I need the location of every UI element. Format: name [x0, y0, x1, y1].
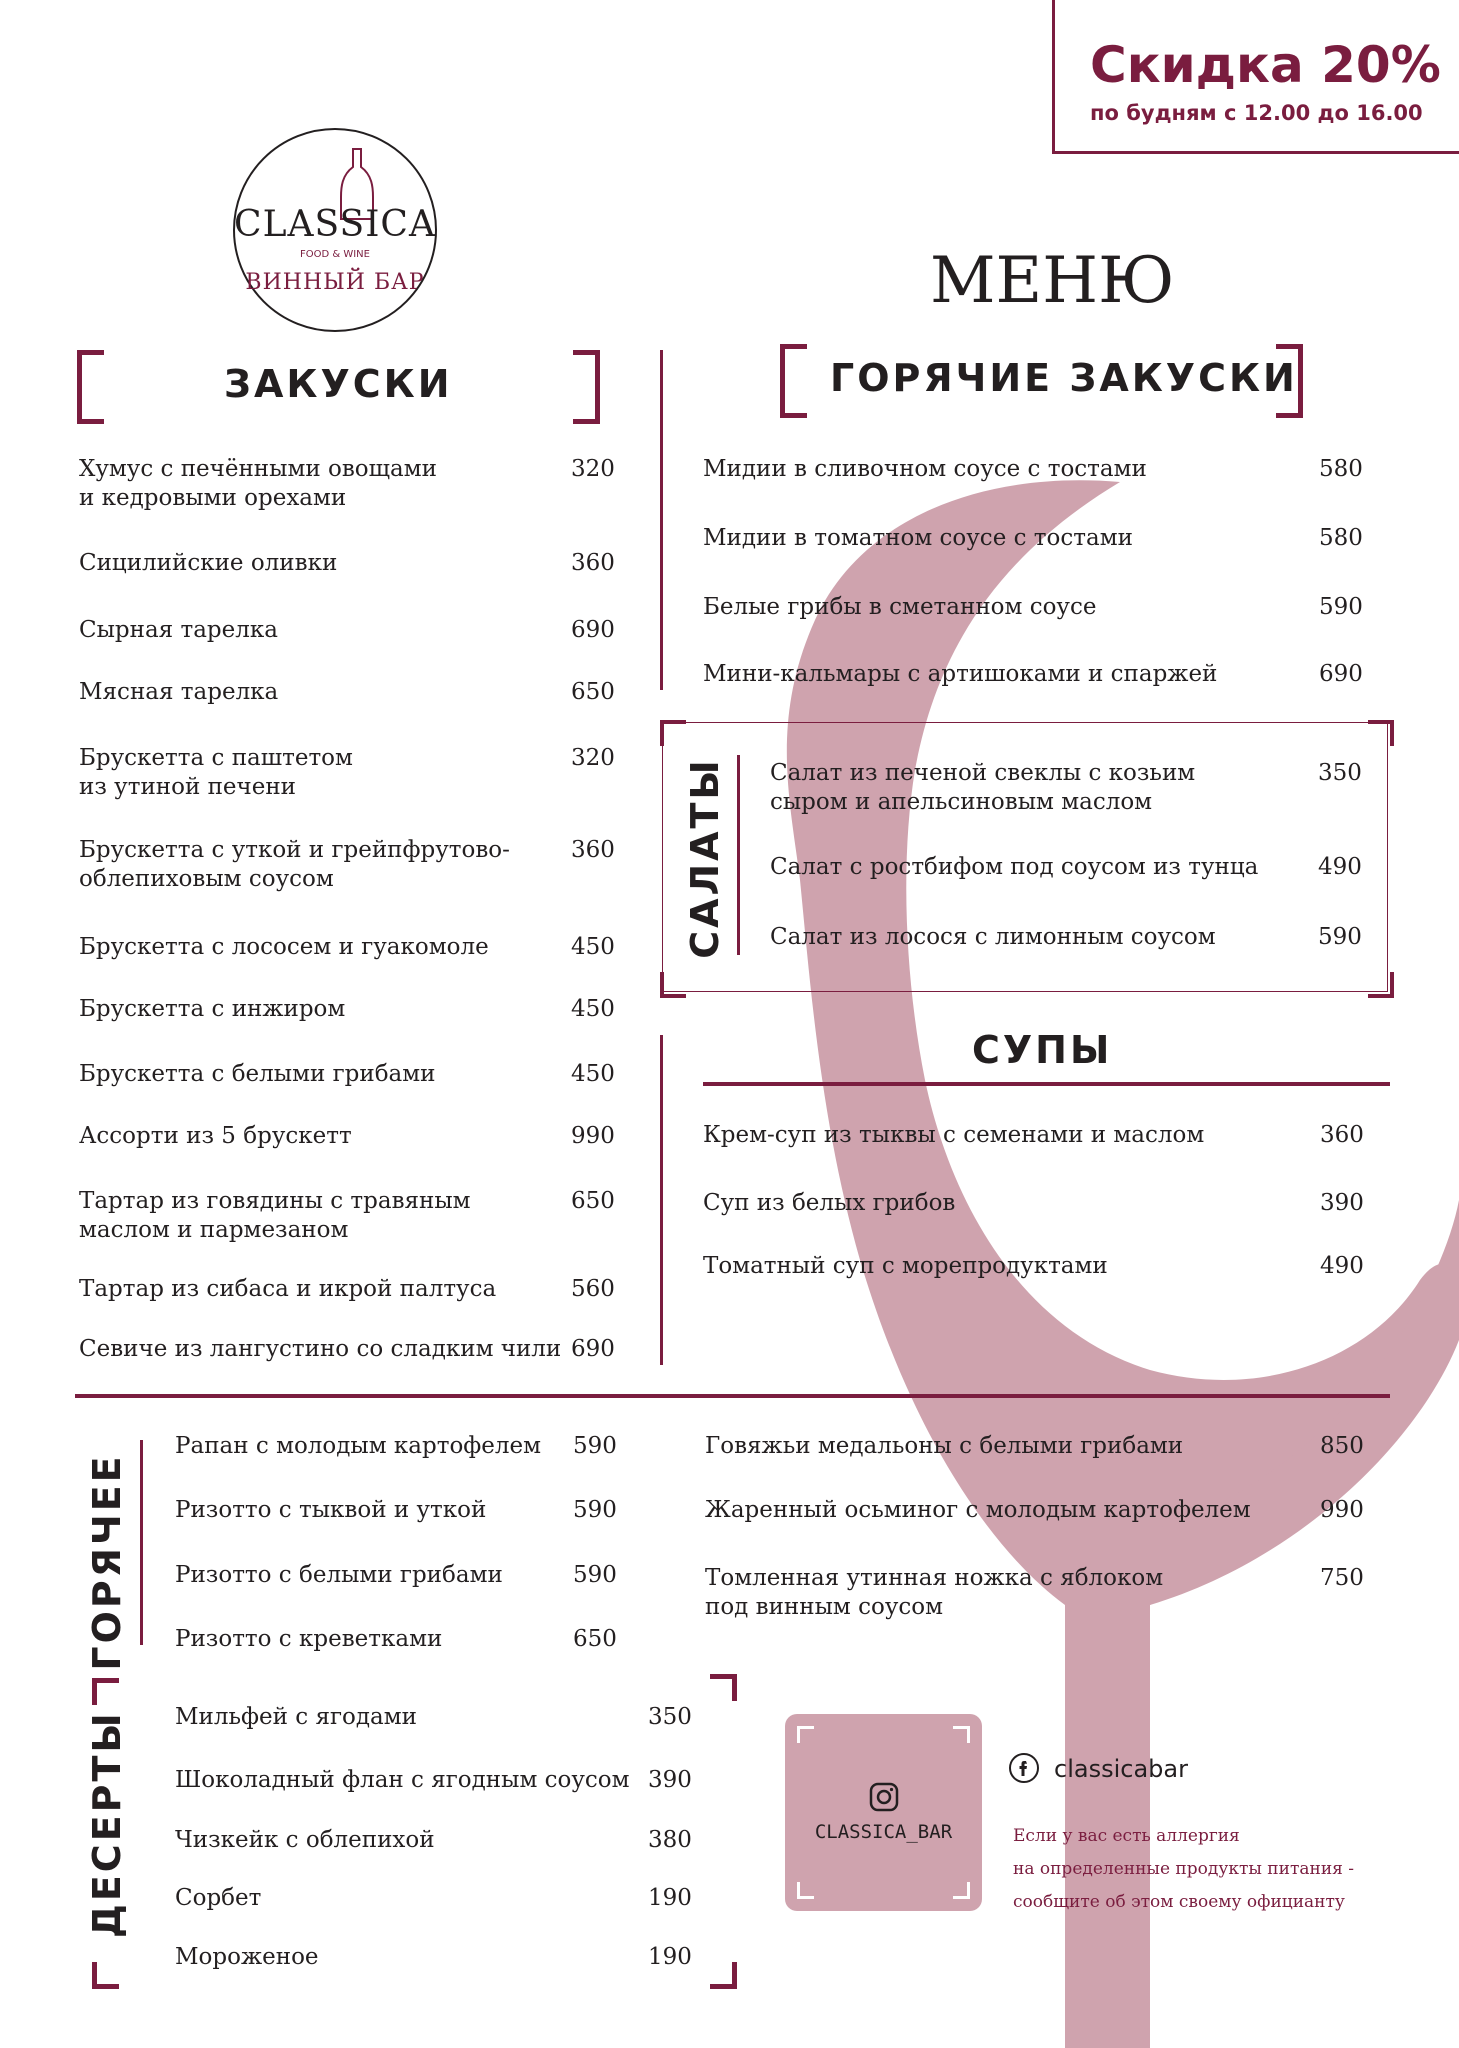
menu-item-price: 350 [1318, 760, 1362, 786]
menu-item-price: 580 [1319, 525, 1363, 551]
menu-item-line: Белые грибы в сметанном соусе [703, 594, 1097, 620]
menu-item-name [703, 1189, 955, 1218]
salads-title: САЛАТЫ [683, 757, 727, 959]
menu-item-line: Тартар из сибаса и икрой палтуса [79, 1276, 497, 1302]
menu-title: МЕНЮ [930, 244, 1175, 318]
desserts-bracket-right-top [710, 1674, 737, 1701]
desserts-title: ДЕСЕРТЫ [85, 1710, 129, 1938]
menu-item-name [79, 1187, 471, 1245]
menu-item-price: 190 [648, 1944, 692, 1970]
menu-item-price: 650 [573, 1626, 617, 1652]
menu-item-name [175, 1703, 417, 1732]
menu-item-line: Крем-суп из тыквы с семенами и маслом [703, 1122, 1205, 1148]
menu-item-line: Сицилийские оливки [79, 550, 338, 576]
promo-title: Скидка 20% [1090, 36, 1441, 94]
menu-item-price: 590 [573, 1433, 617, 1459]
menu-item-price: 320 [571, 745, 615, 771]
logo-name: CLASSICA [234, 204, 436, 245]
salads-corner-br [1368, 972, 1394, 998]
logo [232, 127, 438, 333]
desserts-bracket-top [92, 1678, 119, 1705]
menu-item-price: 450 [571, 934, 615, 960]
menu-item-price: 190 [648, 1885, 692, 1911]
menu-item-name [79, 1335, 561, 1364]
ig-corner-tl [797, 1726, 814, 1743]
menu-item-line: Мороженое [175, 1944, 319, 1970]
instagram-card[interactable] [785, 1714, 982, 1911]
menu-item-line: Ризотто с белыми грибами [175, 1562, 503, 1588]
facebook-handle[interactable]: classicabar [1054, 1755, 1188, 1783]
menu-item-line: Чизкейк с облепихой [175, 1827, 435, 1853]
instagram-icon [869, 1782, 899, 1812]
menu-item-name [79, 678, 278, 707]
allergy-line-3: сообщите об этом своему официанту [1013, 1892, 1345, 1912]
allergy-note [1013, 1820, 1354, 1919]
menu-item-line: Тартар из говядины с травяным [79, 1188, 471, 1214]
menu-item-price: 580 [1319, 456, 1363, 482]
menu-item-price: 490 [1320, 1253, 1364, 1279]
menu-item-name [703, 1121, 1204, 1150]
section-divider [75, 1394, 1390, 1398]
menu-item-name [79, 836, 510, 894]
menu-item-line: Салат с ростбифом под соусом из тунца [770, 854, 1259, 880]
menu-item-line: маслом и пармезаном [79, 1217, 349, 1243]
menu-item-price: 650 [571, 1188, 615, 1214]
menu-item-line: Салат из лосося с лимонным соусом [770, 924, 1216, 950]
menu-item-name [703, 1252, 1108, 1281]
menu-item-name [79, 455, 437, 513]
menu-item-price: 390 [1320, 1190, 1364, 1216]
menu-item-line: Мясная тарелка [79, 679, 279, 705]
column-divider-bottom [660, 1035, 663, 1365]
menu-item-line: сыром и апельсиновым маслом [770, 789, 1153, 815]
menu-item-line: Брускетта с лососем и гуакомоле [79, 934, 489, 960]
menu-item-price: 990 [571, 1123, 615, 1149]
zakuski-bracket-right [573, 350, 600, 424]
menu-item-price: 590 [1319, 594, 1363, 620]
menu-item-line: Шоколадный флан с ягодным соусом [175, 1767, 630, 1793]
zakuski-title: ЗАКУСКИ [224, 362, 453, 406]
menu-item-name [175, 1496, 486, 1525]
allergy-line-2: на определенные продукты питания - [1013, 1859, 1355, 1879]
menu-item-line: Брускетта с инжиром [79, 996, 346, 1022]
soups-title: СУПЫ [972, 1028, 1113, 1072]
menu-item-price: 690 [1319, 661, 1363, 687]
logo-subtitle: ВИННЫЙ БАР [245, 270, 425, 295]
menu-item-name [79, 1060, 435, 1089]
salads-corner-bl [660, 972, 686, 998]
menu-item-line: из утиной печени [79, 774, 297, 800]
salads-divider [737, 755, 740, 955]
ig-corner-bl [797, 1882, 814, 1899]
instagram-handle: CLASSICA_BAR [814, 1821, 953, 1843]
menu-item-price: 360 [1320, 1122, 1364, 1148]
menu-item-line: облепиховым соусом [79, 866, 334, 892]
allergy-line-1: Если у вас есть аллергия [1013, 1826, 1240, 1846]
promo-subtitle: по будням с 12.00 до 16.00 [1090, 101, 1423, 125]
menu-item-line: под винным соусом [705, 1594, 943, 1620]
menu-item-line: Сырная тарелка [79, 617, 278, 643]
menu-item-name [703, 524, 1133, 553]
menu-item-line: Мидии в томатном соусе с тостами [703, 525, 1133, 551]
menu-item-name [79, 933, 489, 962]
menu-item-price: 650 [571, 679, 615, 705]
menu-item-name [175, 1943, 319, 1972]
hot-snacks-title: ГОРЯЧИЕ ЗАКУСКИ [830, 356, 1298, 400]
menu-item-line: Суп из белых грибов [703, 1190, 956, 1216]
salads-corner-tr [1368, 720, 1394, 746]
menu-item-price: 590 [573, 1562, 617, 1588]
menu-item-line: Салат из печеной свеклы с козьим [770, 760, 1196, 786]
menu-item-price: 560 [571, 1276, 615, 1302]
menu-item-price: 990 [1320, 1497, 1364, 1523]
hot-divider [140, 1440, 143, 1645]
menu-item-name [79, 549, 337, 578]
menu-item-line: Говяжьи медальоны с белыми грибами [705, 1433, 1184, 1459]
menu-item-name [175, 1561, 503, 1590]
menu-item-line: Брускетта с белыми грибами [79, 1061, 436, 1087]
desserts-bracket-right-bottom [710, 1962, 737, 1989]
menu-item-price: 350 [648, 1704, 692, 1730]
menu-item-name [175, 1826, 435, 1855]
zakuski-bracket-left [77, 350, 104, 424]
menu-item-price: 450 [571, 996, 615, 1022]
menu-item-line: Сорбет [175, 1885, 262, 1911]
menu-item-name [770, 853, 1258, 882]
menu-item-price: 590 [573, 1497, 617, 1523]
facebook-icon[interactable] [1008, 1752, 1040, 1784]
soups-underline [703, 1082, 1390, 1086]
menu-item-price: 590 [1318, 924, 1362, 950]
menu-item-line: Рапан с молодым картофелем [175, 1433, 542, 1459]
ig-corner-br [953, 1882, 970, 1899]
menu-item-price: 360 [571, 837, 615, 863]
menu-item-name [79, 744, 353, 802]
menu-item-name [705, 1496, 1251, 1525]
menu-item-line: Хумус с печёнными овощами [79, 456, 437, 482]
menu-item-price: 390 [648, 1767, 692, 1793]
menu-item-price: 850 [1320, 1433, 1364, 1459]
menu-item-price: 750 [1320, 1565, 1364, 1591]
menu-item-line: Мильфей с ягодами [175, 1704, 417, 1730]
menu-item-name [703, 660, 1217, 689]
menu-item-name [79, 995, 345, 1024]
logo-tagline: FOOD & WINE [300, 249, 370, 260]
ig-corner-tr [953, 1726, 970, 1743]
menu-item-line: Жаренный осьминог с молодым картофелем [705, 1497, 1251, 1523]
hot-title: ГОРЯЧЕЕ [85, 1453, 129, 1671]
menu-item-name [705, 1564, 1163, 1622]
menu-item-price: 690 [571, 1336, 615, 1362]
menu-item-price: 690 [571, 617, 615, 643]
menu-item-line: и кедровыми орехами [79, 485, 347, 511]
menu-item-line: Севиче из лангустино со сладким чили [79, 1336, 562, 1362]
desserts-bracket-bottom [92, 1962, 119, 1989]
menu-item-price: 360 [571, 550, 615, 576]
menu-item-name [175, 1766, 630, 1795]
menu-item-name [79, 1122, 352, 1151]
menu-item-name [175, 1625, 442, 1654]
menu-item-name [703, 593, 1096, 622]
menu-item-line: Ассорти из 5 брускетт [79, 1123, 352, 1149]
menu-item-price: 320 [571, 456, 615, 482]
menu-item-name [703, 455, 1147, 484]
menu-item-name [79, 616, 278, 645]
menu-item-name [175, 1432, 541, 1461]
menu-item-name [770, 759, 1195, 817]
hot-snacks-bracket-left [780, 344, 807, 418]
menu-item-name [79, 1275, 496, 1304]
menu-item-price: 380 [648, 1827, 692, 1853]
menu-item-name [705, 1432, 1183, 1461]
menu-item-line: Мидии в сливочном соусе с тостами [703, 456, 1147, 482]
menu-item-line: Томленная утинная ножка с яблоком [705, 1565, 1164, 1591]
menu-item-price: 450 [571, 1061, 615, 1087]
menu-item-name [770, 923, 1216, 952]
menu-item-line: Брускетта с паштетом [79, 745, 353, 771]
menu-item-line: Томатный суп с морепродуктами [703, 1253, 1108, 1279]
menu-item-price: 490 [1318, 854, 1362, 880]
menu-item-line: Брускетта с уткой и грейпфрутово- [79, 837, 510, 863]
menu-item-line: Ризотто с тыквой и уткой [175, 1497, 487, 1523]
column-divider-top [660, 350, 663, 690]
menu-item-line: Ризотто с креветками [175, 1626, 443, 1652]
menu-item-line: Мини-кальмары с артишоками и спаржей [703, 661, 1218, 687]
menu-item-name [175, 1884, 261, 1913]
